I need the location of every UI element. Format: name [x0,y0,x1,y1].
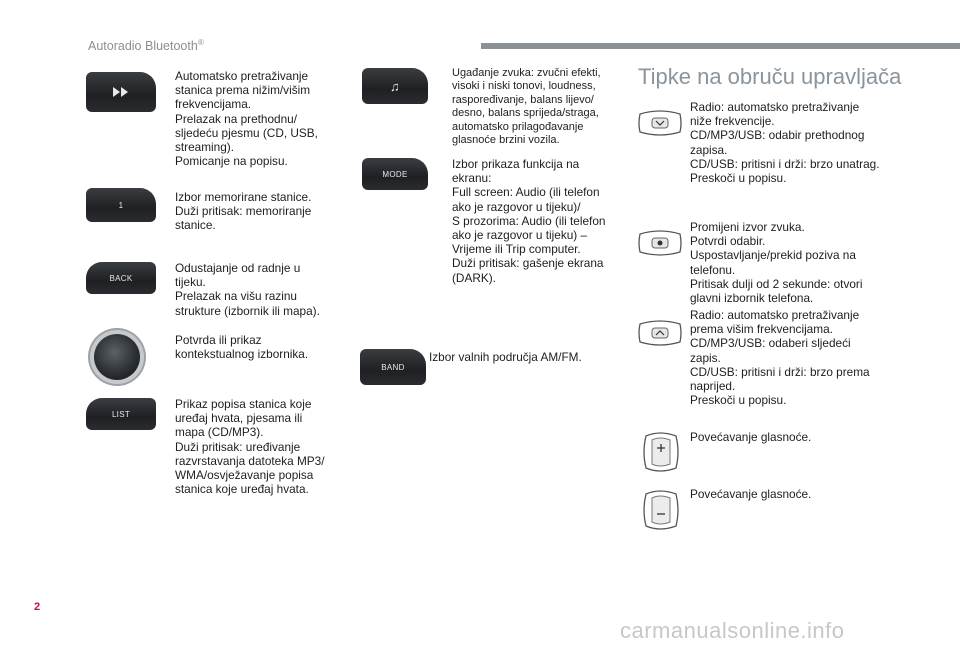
header-title: Autoradio Bluetooth® [88,38,204,54]
preset-1-button-desc: Izbor memorirane stanice. Duži pritisak: memoriranje stanice. [175,190,312,233]
list-button-image: LIST [86,398,156,430]
page-number: 2 [34,601,41,613]
back-button-image: BACK [86,262,156,294]
steering-down-desc: Radio: automatsko pretraživanje niže frekvencije. CD/MP3/USB: odabir prethodnog zapisa. CD/USB: pritisni i drži: brzo unatrag. Preskoči u popisu. [690,100,880,186]
steering-source-desc: Promijeni izvor zvuka. Potvrdi odabir. Uspostavljanje/prekid poziva na telefonu. Pritisak dulji od 2 sekunde: otvori glavni izbornik telefona. [690,220,863,306]
back-button-desc: Odustajanje od radnje u tijeku. Prelazak na višu razinu strukture (izbornik ili mapa). [175,261,320,318]
mode-button-desc: Izbor prikaza funkcija na ekranu: Full screen: Audio (ili telefon ako je razgovor u tijeku)/ S prozorima: Audio (ili telefon ako je razgovor u tijeku) – Vrijeme ili Trip computer. Duži pritisak: gašenje ekrana (DARK). [452,157,606,285]
steering-control-down-icon [636,110,684,136]
mode-button-image: MODE [362,158,428,190]
steering-up-desc: Radio: automatsko pretraživanje prema višim frekvencijama. CD/MP3/USB: odaberi sljedeći zapis. CD/USB: pritisni i drži: brzo prema naprijed. Preskoči u popisu. [690,308,870,408]
steering-control-volume-up-icon [638,430,684,474]
seek-button-image [86,72,156,112]
sound-button-image [362,68,428,104]
steering-control-source-icon [636,230,684,256]
preset-1-button-image: 1 [86,188,156,222]
band-button-desc: Izbor valnih područja AM/FM. [429,350,582,364]
band-button-image: BAND [360,349,426,385]
watermark: carmanualsonline.info [620,618,845,643]
fast-forward-icon [113,87,129,97]
header-bar [481,43,960,49]
sound-button-desc: Ugađanje zvuka: zvučni efekti, visoki i niski tonovi, loudness, raspoređivanje, balans lijevo/ desno, balans sprijeda/straga, automatsko prilagođavanje glasnoće brzini vozila. [452,67,601,147]
section-title: Tipke na obruču upravljača [638,64,902,89]
steering-control-volume-down-icon [638,488,684,532]
seek-button-desc: Automatsko pretraživanje stanica prema nižim/višim frekvencijama. Prelazak na prethodnu/ sljedeću pjesmu (CD, USB, streaming). Pomicanje na popisu. [175,69,318,169]
volume-up-desc: Povećavanje glasnoće. [690,430,812,444]
select-knob-desc: Potvrda ili prikaz kontekstualnog izbornika. [175,333,309,362]
volume-down-desc: Povećavanje glasnoće. [690,487,812,501]
steering-control-up-icon [636,320,684,346]
select-knob-image [94,334,140,380]
music-note-icon: ♫ [389,78,401,94]
list-button-desc: Prikaz popisa stanica koje uređaj hvata, pjesama ili mapa (CD/MP3). Duži pritisak: uređivanje razvrstavanja datoteka MP3/ WMA/osvježavanje popisa stanica koje uređaj hvata. [175,397,325,497]
